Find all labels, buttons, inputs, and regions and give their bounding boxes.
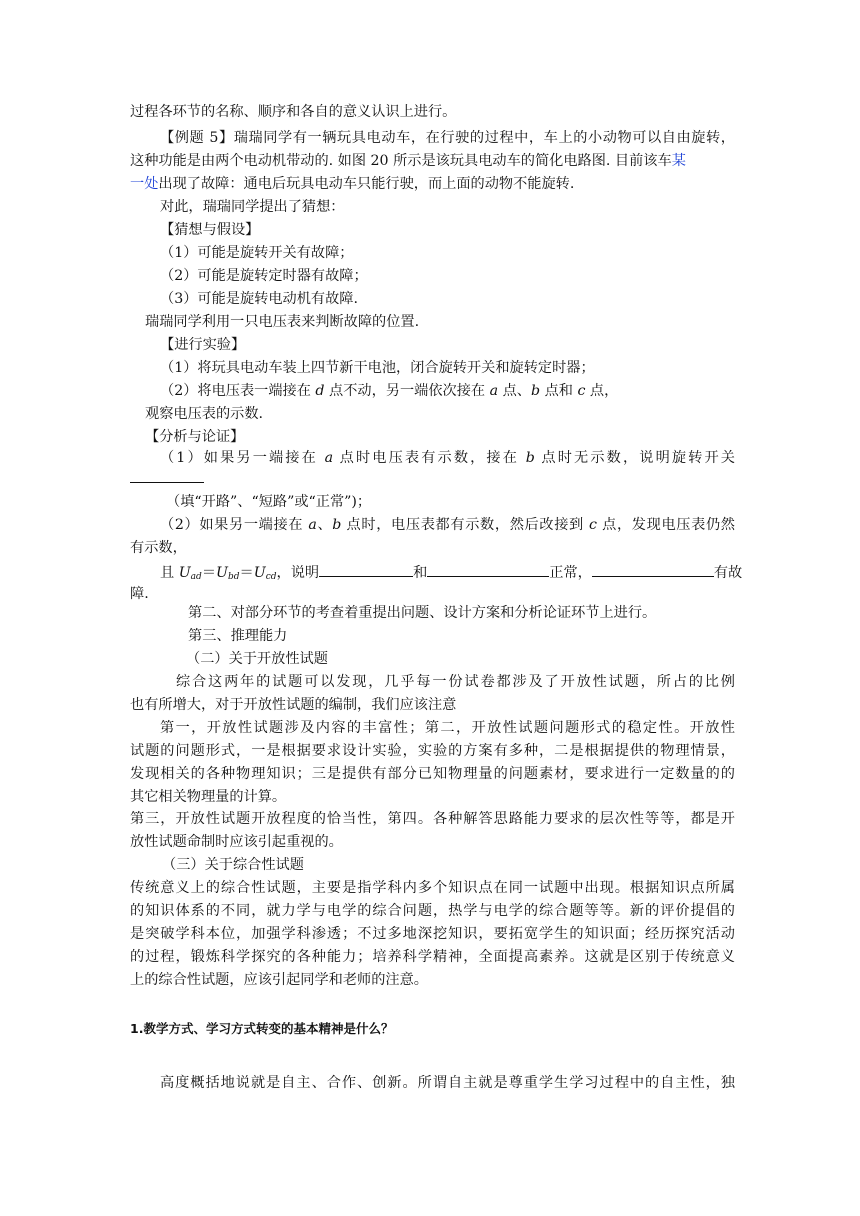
equation-line: 且 $U_{ad}=U_{bd}=U_{cd}$，说明 和 正常， 有故	[160, 560, 765, 588]
answer-blank-line	[130, 466, 735, 490]
text-line: （填“开路”、“短路”或“正常”)；	[166, 494, 372, 510]
fill-blank	[130, 466, 204, 483]
paragraph-line: 的知识体系的不同，就力学与电学的综合问题，热学与电学的综合题等等。新的评价提倡的	[130, 903, 735, 919]
paragraph-line: 放性试题命制时应该引起重视的。	[130, 834, 343, 850]
text-line: 一处出现了故障：通电后玩具电动车只能行驶，而上面的动物不能旋转.	[130, 176, 575, 192]
answer-paragraph-line: 高度概括地说就是自主、合作、创新。所谓自主就是尊重学生学习过程中的自主性，独	[160, 1075, 735, 1091]
text-line: 对此，瑞瑞同学提出了猜想：	[160, 199, 345, 215]
paragraph-line: 试题的问题形式，一是根据要求设计实验，实验的方案有多种，二是根据提供的物理情景，	[130, 743, 735, 759]
text-line: 这种功能是由两个电动机带动的. 如图 20 所示是该玩具电动车的简化电路图. 目前该车某	[130, 153, 686, 169]
list-item: （1）如果另一端接在 a 点时电压表有示数，接在 b 点时无示数，说明旋转开关	[160, 450, 735, 466]
paragraph-line: 其它相关物理量的计算。	[130, 789, 287, 805]
question-heading: 1.教学方式、学习方式转变的基本精神是什么？	[130, 1021, 394, 1036]
list-item: （3）可能是旋转电动机有故障.	[160, 291, 358, 307]
section-heading: 【分析与论证】	[145, 429, 245, 445]
text-line: 观察电压表的示数.	[145, 406, 264, 422]
fill-blank	[427, 560, 549, 577]
paragraph-line: 第三，开放性试题开放程度的恰当性，第四。各种解答思路能力要求的层次性等等，都是开	[130, 811, 735, 827]
text-line: 瑞瑞同学利用一只电压表来判断故障的位置.	[145, 314, 420, 330]
paragraph-line: 的过程，锻炼科学探究的各种能力；培养科学精神，全面提高素养。这就是区别于传统意义	[130, 949, 735, 965]
section-heading: （二）关于开放性试题	[186, 651, 328, 667]
text-line: 第二、对部分环节的考查着重提出问题、设计方案和分析论证环节上进行。	[188, 605, 657, 621]
section-heading: 第三、推理能力	[188, 628, 288, 644]
section-heading: 【猜想与假设】	[160, 222, 260, 238]
paragraph-line: 上的综合性试题，应该引起同学和老师的注意。	[130, 972, 428, 988]
text-line: 障.	[130, 586, 149, 602]
list-item: （2）如果另一端接在 a、b 点时，电压表都有示数，然后改接到 c 点，发现电压表仍然	[160, 517, 735, 533]
fill-blank	[592, 560, 714, 577]
paragraph-line: 发现相关的各种物理知识；三是提供有部分已知物理量的问题素材，要求进行一定数量的的	[130, 766, 735, 782]
section-heading: 【进行实验】	[160, 337, 246, 353]
example-5-line: 【例题 5】瑞瑞同学有一辆玩具电动车，在行驶的过程中，车上的小动物可以自由旋转，	[160, 130, 735, 146]
paragraph-line: 综合这两年的试题可以发现，几乎每一份试卷都涉及了开放性试题，所占的比例	[176, 674, 735, 690]
list-item: （1）将玩具电动车装上四节新干电池，闭合旋转开关和旋转定时器；	[160, 360, 595, 376]
link-text[interactable]: 一处	[130, 176, 159, 192]
paragraph-line: 传统意义上的综合性试题，主要是指学科内多个知识点在同一试题中出现。根据知识点所属	[130, 880, 735, 896]
list-item: （1）可能是旋转开关有故障；	[160, 245, 354, 261]
list-item: （2）可能是旋转定时器有故障；	[160, 268, 368, 284]
fill-blank	[319, 560, 413, 577]
paragraph-line: 也有所增大，对于开放性试题的编制，我们应该注意	[130, 697, 457, 713]
paragraph-line: 第一，开放性试题涉及内容的丰富性；第二，开放性试题问题形式的稳定性。开放性	[160, 720, 735, 736]
text-line: 有示数，	[130, 540, 187, 556]
paragraph-line: 是突破学科本位，加强学科渗透；不过多地深挖知识，要拓宽学生的知识面；经历探究活动	[130, 926, 735, 942]
link-text[interactable]: 某	[671, 153, 686, 169]
section-heading: （三）关于综合性试题	[162, 857, 304, 873]
text-line: 过程各环节的名称、顺序和各自的意义认识上进行。	[130, 104, 457, 120]
list-item: （2）将电压表一端接在 d 点不动，另一端依次接在 a 点、b 点和 c 点，	[160, 383, 619, 399]
